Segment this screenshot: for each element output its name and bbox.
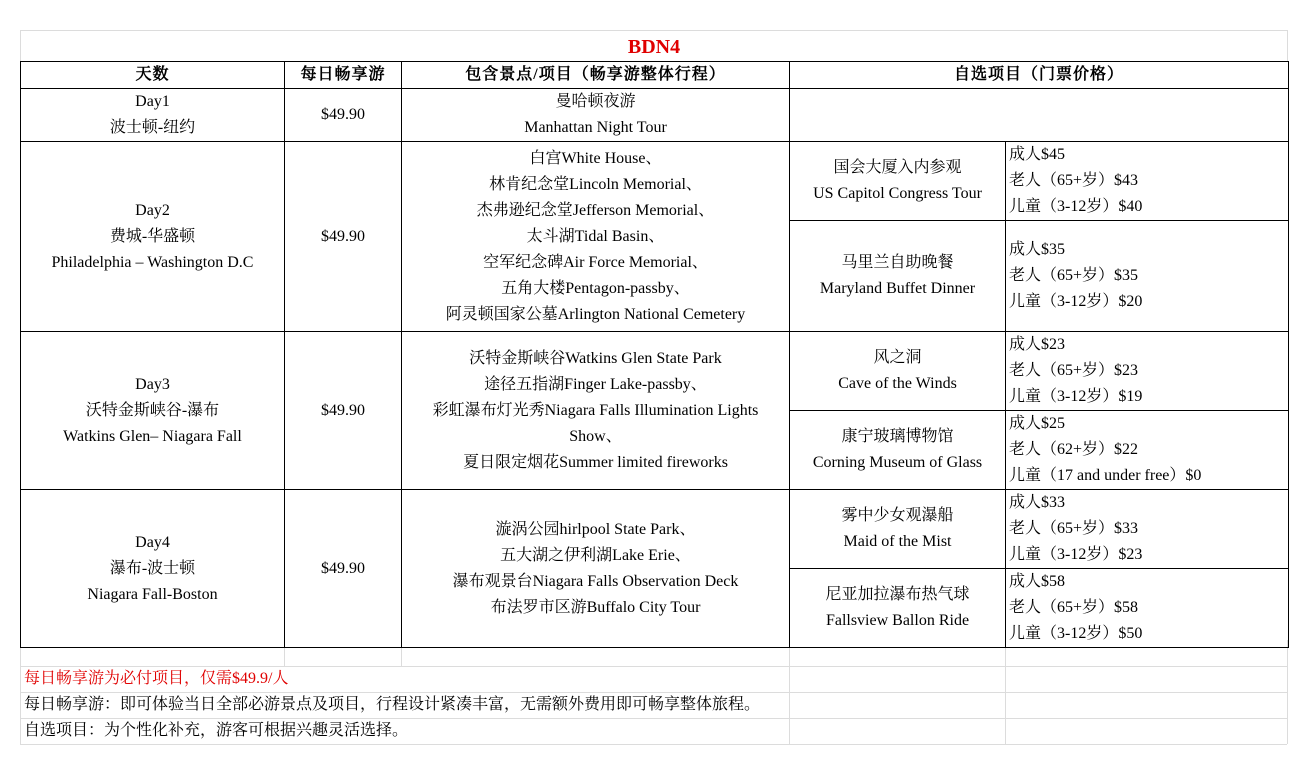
day-label: Day2 <box>135 201 170 219</box>
price-adult: 成人$35 <box>1009 241 1066 258</box>
day-cell <box>21 89 285 142</box>
attraction-item: 五角大楼Pentagon-passby、 <box>501 279 690 297</box>
optional-name-cell <box>790 332 1006 411</box>
price-child: 儿童（3-12岁）$40 <box>1009 198 1143 215</box>
attraction-item: 彩虹瀑布灯光秀Niagara Falls Illumination Lights <box>432 401 759 419</box>
optional-price-cell <box>1006 221 1289 332</box>
attraction-item: 夏日限定烟花Summer limited fireworks <box>463 453 728 471</box>
optional-name-cn: 国会大厦入内参观 <box>833 159 962 176</box>
attraction-item: 阿灵顿国家公墓Arlington National Cemetery <box>445 305 746 323</box>
attraction-item: 沃特金斯峡谷Watkins Glen State Park <box>469 349 722 367</box>
header-attractions: 包含景点/项目（畅享游整体行程） <box>402 62 790 89</box>
optional-name-cn: 康宁玻璃博物馆 <box>841 428 954 445</box>
price-senior: 老人（65+岁）$58 <box>1009 599 1139 616</box>
price-child: 儿童（3-12岁）$20 <box>1009 293 1143 310</box>
optional-name-cell <box>790 490 1006 569</box>
optional-price-cell <box>1006 142 1289 221</box>
optional-name-en: Maid of the Mist <box>843 533 952 550</box>
optional-name-cn: 风之洞 <box>873 349 922 366</box>
optional-price-cell <box>1006 490 1289 569</box>
attractions-cell <box>402 490 790 648</box>
gridline <box>20 640 21 744</box>
price-senior: 老人（62+岁）$22 <box>1009 441 1139 458</box>
optional-name-en: US Capitol Congress Tour <box>813 185 982 202</box>
attractions-cell <box>402 142 790 332</box>
note-optional: 自选项目：为个性化补充，游客可根据兴趣灵活选择。 <box>24 722 409 739</box>
route-en: Niagara Fall-Boston <box>87 585 218 603</box>
sheet-title: BDN4 <box>627 36 681 58</box>
price-cell: $49.90 <box>285 490 402 648</box>
attraction-item: 曼哈顿夜游 <box>555 93 636 110</box>
price-senior: 老人（65+岁）$33 <box>1009 520 1139 537</box>
day-label: Day4 <box>135 533 170 551</box>
price-senior: 老人（65+岁）$35 <box>1009 267 1139 284</box>
gridline <box>20 30 1287 31</box>
optional-name-cell <box>790 411 1006 490</box>
attraction-item: 途径五指湖Finger Lake-passby、 <box>484 375 707 393</box>
attraction-item: 五大湖之伊利湖Lake Erie、 <box>500 546 691 564</box>
header-day: 天数 <box>21 62 285 89</box>
route-cn: 波士顿-纽约 <box>109 119 196 136</box>
optional-name-en: Fallsview Ballon Ride <box>825 612 970 629</box>
itinerary-table <box>20 61 1289 648</box>
price-adult: 成人$58 <box>1009 573 1066 590</box>
optional-name-cell <box>790 221 1006 332</box>
optional-name-en: Maryland Buffet Dinner <box>819 280 976 297</box>
day-cell <box>21 490 285 648</box>
route-cn: 沃特金斯峡谷-瀑布 <box>85 401 220 419</box>
attractions-cell <box>402 332 790 490</box>
attraction-item: 空军纪念碑Air Force Memorial、 <box>483 253 708 271</box>
optional-empty-cell <box>790 89 1289 142</box>
price-cell: $49.90 <box>285 89 402 142</box>
gridline <box>20 744 1287 745</box>
price-cell: $49.90 <box>285 332 402 490</box>
day-label: Day3 <box>135 375 170 393</box>
route-en: Watkins Glen– Niagara Fall <box>63 427 242 445</box>
day-cell <box>21 142 285 332</box>
price-senior: 老人（65+岁）$43 <box>1009 172 1139 189</box>
attraction-item: Show、 <box>569 427 622 445</box>
gridline <box>1287 640 1288 744</box>
optional-name-en: Corning Museum of Glass <box>812 454 983 471</box>
gridline <box>1005 640 1006 744</box>
header-optional: 自选项目（门票价格） <box>790 62 1289 89</box>
attractions-cell <box>402 89 790 142</box>
optional-name-en: Cave of the Winds <box>838 375 957 392</box>
route-cn: 费城-华盛顿 <box>109 227 196 245</box>
price-senior: 老人（65+岁）$23 <box>1009 362 1139 379</box>
attraction-item: 瀑布观景台Niagara Falls Observation Deck <box>452 572 739 590</box>
attraction-item: 杰弗逊纪念堂Jefferson Memorial、 <box>476 201 715 219</box>
optional-price-cell <box>1006 569 1289 648</box>
price-child: 儿童（3-12岁）$23 <box>1009 546 1143 563</box>
route-cn: 瀑布-波士顿 <box>109 559 196 577</box>
price-adult: 成人$33 <box>1009 494 1066 511</box>
day-cell <box>21 332 285 490</box>
attraction-item: 林肯纪念堂Lincoln Memorial、 <box>489 175 702 193</box>
optional-name-cn: 马里兰自助晚餐 <box>841 254 954 271</box>
note-required: 每日畅享游为必付项目，仅需$49.9/人 <box>24 670 289 687</box>
attraction-item: Manhattan Night Tour <box>524 119 667 136</box>
price-adult: 成人$23 <box>1009 336 1066 353</box>
header-price: 每日畅享游 <box>285 62 402 89</box>
optional-price-cell <box>1006 332 1289 411</box>
note-daily-tour: 每日畅享游：即可体验当日全部必游景点及项目，行程设计紧凑丰富，无需额外费用即可畅享整体旅程。 <box>24 696 761 713</box>
optional-name-cell <box>790 142 1006 221</box>
price-cell: $49.90 <box>285 142 402 332</box>
price-child: 儿童（17 and under free）$0 <box>1009 467 1202 484</box>
attraction-item: 漩涡公园hirlpool State Park、 <box>495 520 696 538</box>
route-en: Philadelphia – Washington D.C <box>51 253 254 271</box>
optional-name-cn: 雾中少女观瀑船 <box>841 507 954 524</box>
optional-price-cell <box>1006 411 1289 490</box>
attraction-item: 布法罗市区游Buffalo City Tour <box>490 598 701 616</box>
price-adult: 成人$25 <box>1009 415 1066 432</box>
attraction-item: 太斗湖Tidal Basin、 <box>526 227 665 245</box>
price-child: 儿童（3-12岁）$19 <box>1009 388 1143 405</box>
optional-name-cn: 尼亚加拉瀑布热气球 <box>825 586 970 603</box>
attraction-item: 白宫White House、 <box>529 149 662 167</box>
price-adult: 成人$45 <box>1009 146 1066 163</box>
price-child: 儿童（3-12岁）$50 <box>1009 625 1143 642</box>
optional-name-cell <box>790 569 1006 648</box>
gridline <box>789 640 790 744</box>
day-label: Day1 <box>135 93 170 110</box>
